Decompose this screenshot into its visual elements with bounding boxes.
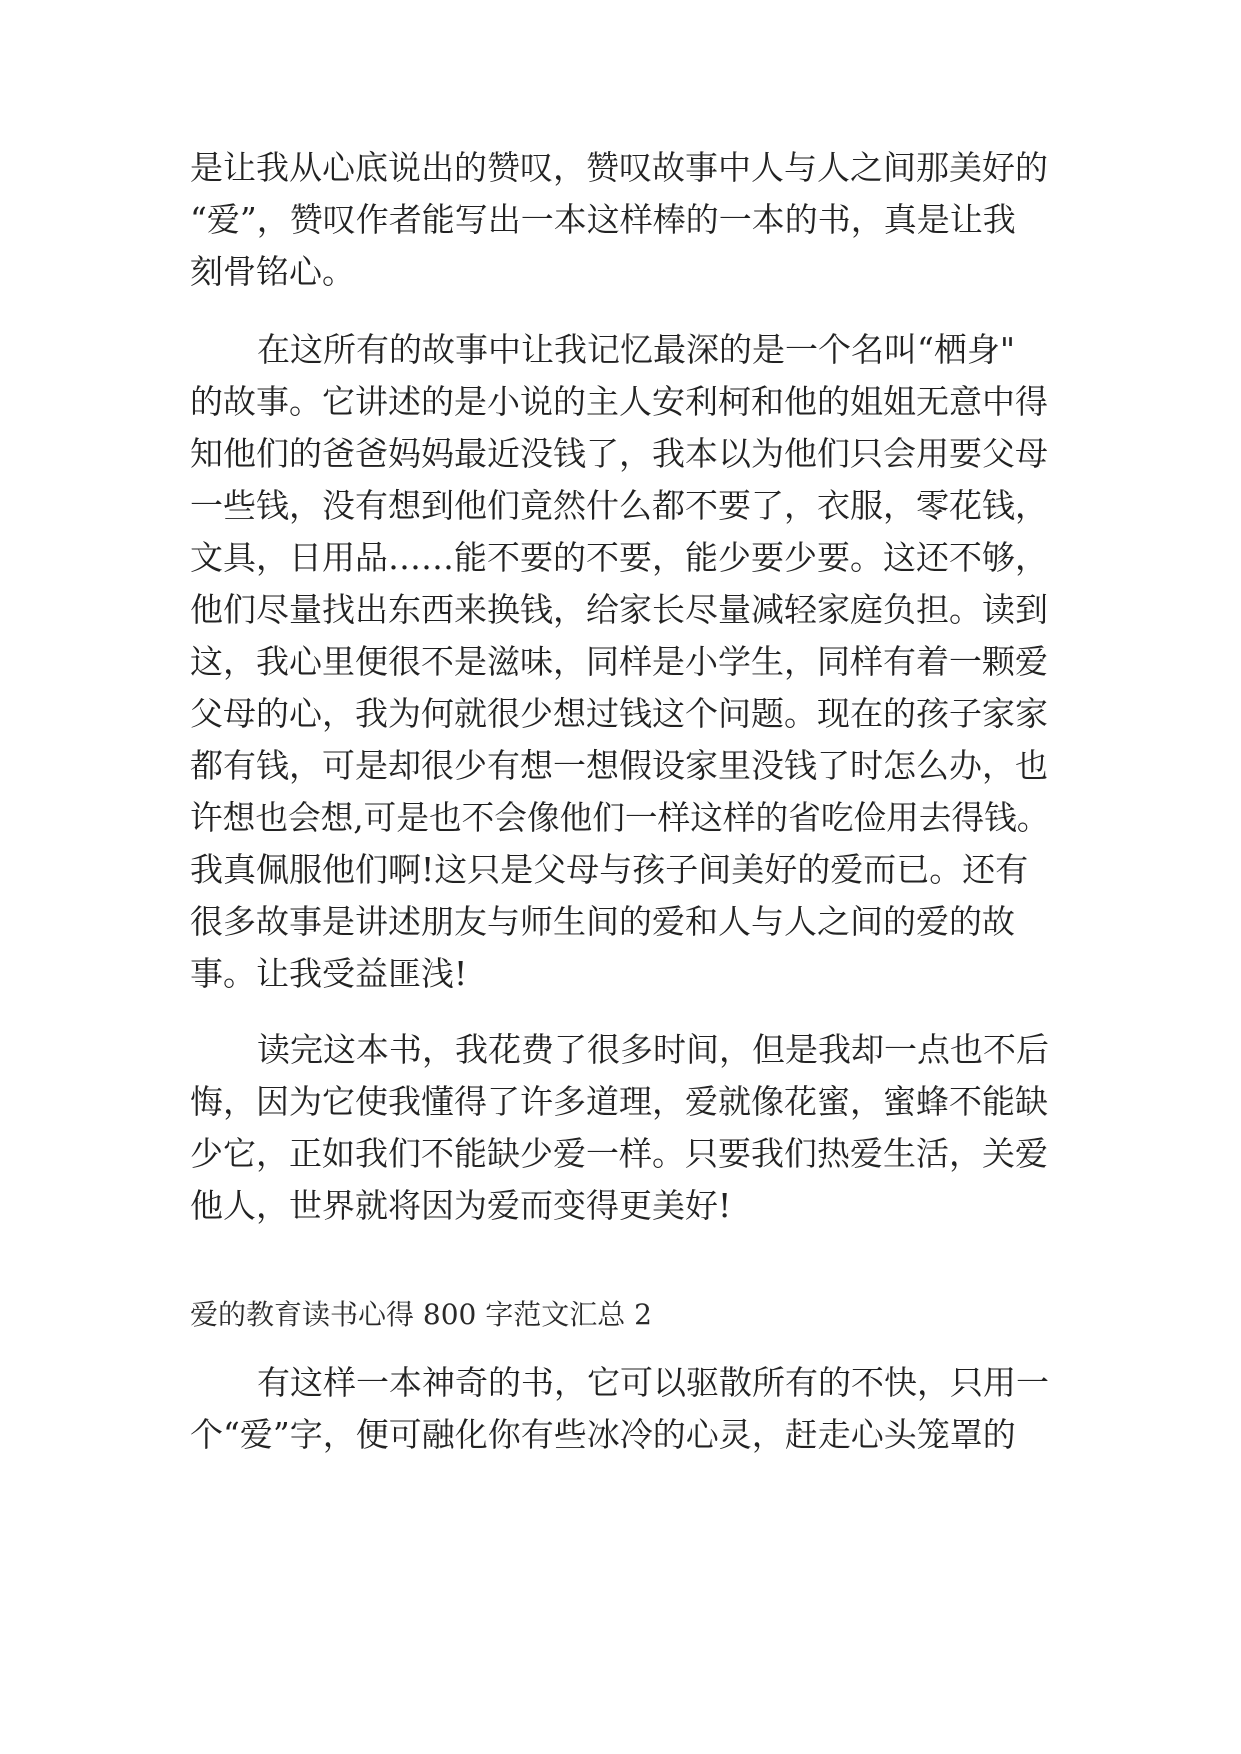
text-line-15: 很多故事是讲述朋友与师生间的爱和人与人之间的爱的故	[190, 902, 1015, 941]
text-line-7: 一些钱，没有想到他们竟然什么都不要了，衣服，零花钱，	[190, 486, 1048, 525]
text-line-11: 父母的心，我为何就很少想过钱这个问题。现在的孩子家家	[190, 694, 1048, 733]
text-line-19: 少它，正如我们不能缺少爱一样。只要我们热爱生活，关爱	[190, 1134, 1048, 1173]
text-line-9: 他们尽量找出东西来换钱，给家长尽量减轻家庭负担。读到	[190, 590, 1048, 629]
paragraph-2-line-1: 在这所有的故事中让我记忆最深的是一个名叫“栖身"	[257, 330, 1016, 369]
text-line-13: 许想也会想,可是也不会像他们一样这样的省吃俭用去得钱。	[190, 798, 1050, 837]
text-line-3: 刻骨铭心。	[190, 252, 355, 291]
section-heading: 爱的教育读书心得 800 字范文汇总 2	[190, 1298, 652, 1331]
text-line-8: 文具，日用品……能不要的不要，能少要少要。这还不够，	[190, 538, 1048, 577]
text-line-18: 悔，因为它使我懂得了许多道理，爱就像花蜜，蜜蜂不能缺	[190, 1082, 1048, 1121]
text-line-20: 他人，世界就将因为爱而变得更美好!	[190, 1186, 732, 1225]
text-line-6: 知他们的爸爸妈妈最近没钱了，我本以为他们只会用要父母	[190, 434, 1048, 473]
paragraph-4-line-1: 有这样一本神奇的书，它可以驱散所有的不快，只用一	[257, 1363, 1049, 1402]
text-line-1: 是让我从心底说出的赞叹，赞叹故事中人与人之间那美好的	[190, 148, 1048, 187]
text-line-2: “爱”，赞叹作者能写出一本这样棒的一本的书，真是让我	[190, 200, 1016, 239]
text-line-5: 的故事。它讲述的是小说的主人安利柯和他的姐姐无意中得	[190, 382, 1048, 421]
text-line-10: 这，我心里便很不是滋味，同样是小学生，同样有着一颗爱	[190, 642, 1048, 681]
text-line-12: 都有钱，可是却很少有想一想假设家里没钱了时怎么办，也	[190, 746, 1048, 785]
paragraph-3-line-1: 读完这本书，我花费了很多时间，但是我却一点也不后	[257, 1030, 1049, 1069]
text-line-16: 事。让我受益匪浅!	[190, 954, 468, 993]
text-line-23: 个“爱”字，便可融化你有些冰冷的心灵，赶走心头笼罩的	[190, 1415, 1016, 1454]
text-line-14: 我真佩服他们啊!这只是父母与孩子间美好的爱而已。还有	[190, 850, 1029, 889]
